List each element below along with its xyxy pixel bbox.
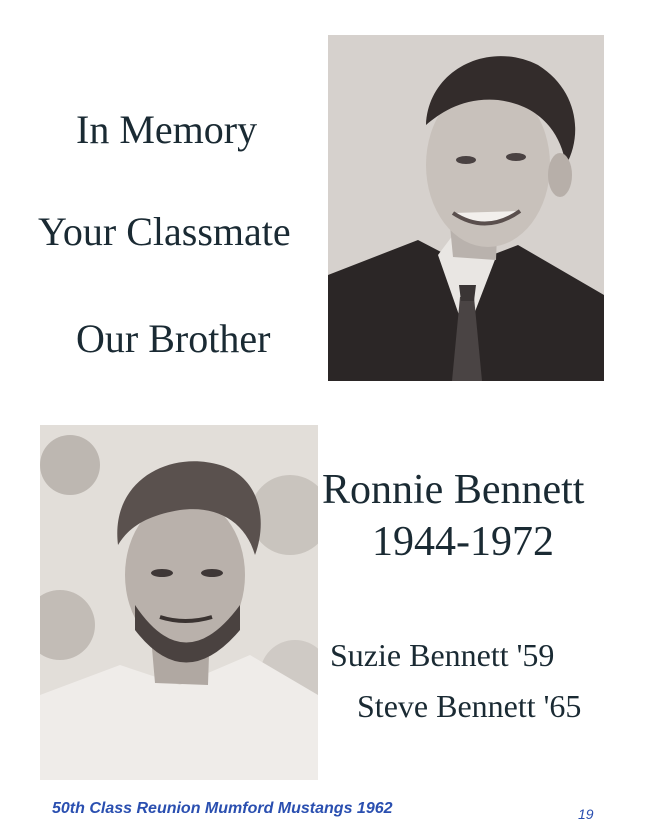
page-number: 19 [578, 806, 594, 822]
person-years: 1944-1972 [372, 519, 554, 565]
memorial-line-brother: Our Brother [76, 316, 271, 361]
sibling-steve: Steve Bennett '65 [357, 688, 582, 724]
memorial-line-classmate: Your Classmate [38, 209, 291, 254]
memorial-line-in-memory: In Memory [76, 107, 258, 152]
portrait-photo-bearded [40, 425, 318, 780]
portrait-photo-young [328, 35, 604, 381]
person-name: Ronnie Bennett [322, 467, 585, 513]
footer-reunion-title: 50th Class Reunion Mumford Mustangs 1962 [52, 800, 393, 817]
sibling-suzie: Suzie Bennett '59 [330, 637, 555, 673]
